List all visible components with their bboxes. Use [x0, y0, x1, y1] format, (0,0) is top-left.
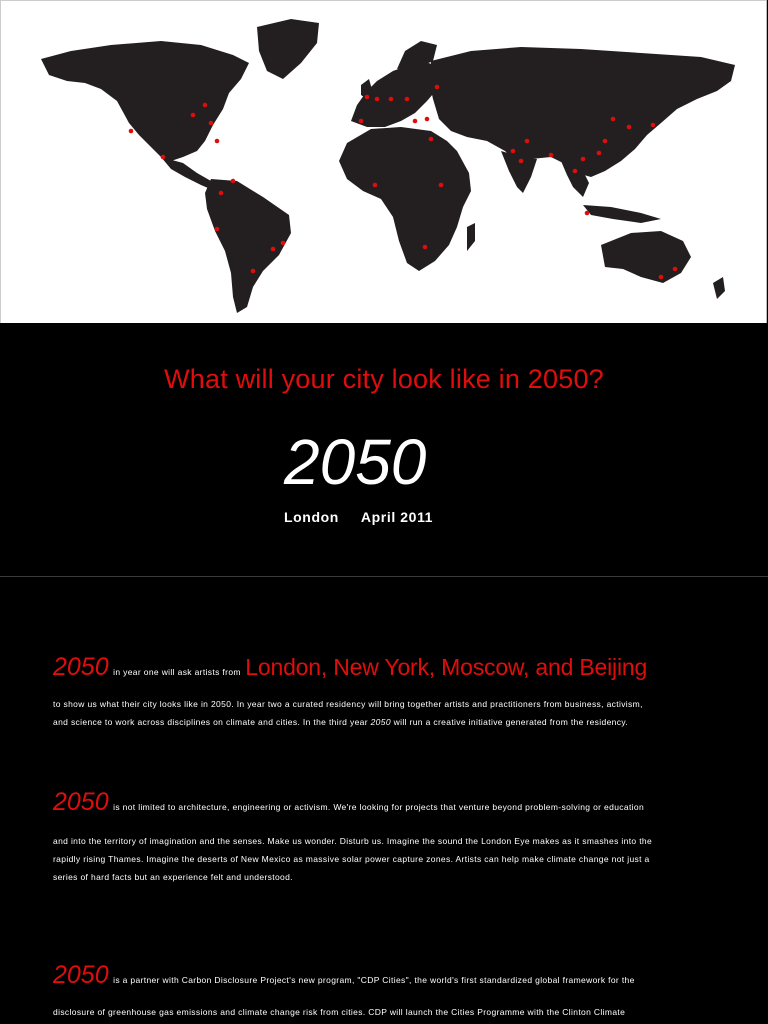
paragraph-3-line-2: disclosure of greenhouse gas emissions and climate change risk from cities. CDP will launch the Cities Programme with the Clinton Climate — [53, 1007, 626, 1017]
paragraph-1-cities: London, New York, Moscow, and Beijing — [245, 654, 648, 680]
paragraph-2-line-3: rapidly rising Thames. Imagine the deserts of New Mexico as massive solar power capture zones. Artists can help make climate change not just a — [53, 854, 650, 864]
paragraph-1-line-3-tag: 2050 — [370, 717, 391, 727]
hero-location: London — [284, 509, 339, 525]
paragraph-1-line-3b: will run a creative initiative generated from the residency. — [390, 717, 629, 727]
paragraph-2-line-2: and into the territory of imagination and the senses. Make us wonder. Disturb us. Imagine the sound the London Eye makes as it smashes into the — [53, 836, 653, 846]
paragraph-3-lead: is a partner with Carbon Disclosure Project's new program, "CDP Cities", the world's first standardized global framework for the — [113, 975, 635, 985]
continents — [41, 19, 735, 313]
hero-meta — [284, 509, 433, 525]
paragraph-1-line-3a: and science to work across disciplines on climate and cities. In the third year — [53, 717, 371, 727]
section-divider — [0, 576, 768, 577]
paragraph-2-lead: is not limited to architecture, engineering or activism. We're looking for projects that venture beyond problem-solving or education — [113, 802, 645, 812]
paragraph-1-tag: 2050 — [53, 653, 109, 681]
paragraph-1-heading — [53, 654, 753, 681]
hero-date: April 2011 — [360, 509, 434, 525]
paragraph-3-tag: 2050 — [53, 961, 109, 989]
paragraph-2-tag: 2050 — [53, 788, 109, 816]
hero-section — [0, 324, 768, 576]
indonesia — [583, 205, 661, 223]
australia — [601, 231, 691, 283]
hero-year: 2050 — [284, 426, 427, 498]
madagascar — [467, 223, 475, 251]
south-america — [205, 179, 291, 313]
new-zealand — [713, 277, 725, 299]
paragraph-3-heading — [53, 963, 753, 988]
paragraph-2-heading — [53, 790, 753, 815]
paragraph-1-lead: in year one will ask artists from — [113, 667, 241, 677]
world-map-graphic — [1, 1, 767, 323]
world-map — [0, 0, 767, 323]
paragraph-1-line-2: to show us what their city looks like in 2050. In year two a curated residency will bring together artists and practitioners from business, activism, — [53, 699, 643, 709]
hero-question: What will your city look like in 2050? — [164, 364, 604, 394]
paragraph-2-line-4: series of hard facts but an experience felt and understood. — [53, 872, 293, 882]
paragraph-1-line-3 — [53, 717, 713, 727]
greenland — [257, 19, 319, 79]
africa — [339, 127, 471, 271]
